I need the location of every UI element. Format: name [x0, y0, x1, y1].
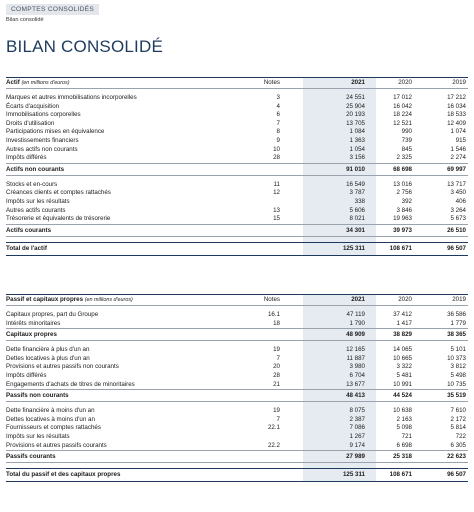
- cell-v2020: 10 638: [393, 407, 412, 415]
- cell-v2020: 392: [401, 197, 412, 205]
- cell-v2020: 990: [401, 128, 412, 136]
- cell-v2021: 338: [354, 197, 365, 205]
- cell-v2020: 2 756: [396, 189, 412, 197]
- cell-label: Trésorerie et équivalents de trésorerie: [6, 215, 111, 223]
- cell-v2019: 1 779: [450, 319, 466, 327]
- cell-v2020: 1 417: [396, 319, 412, 327]
- table-row: [6, 372, 468, 381]
- passif-heading: Passif et capitaux propres (en millions d'euros): [6, 296, 133, 303]
- table-row: [6, 416, 468, 425]
- cell-note: 22.2: [267, 441, 280, 449]
- cell-v2020: 739: [401, 136, 412, 144]
- cell-label: Autres actifs courants: [6, 206, 66, 214]
- year-2020-header: 2020: [398, 296, 412, 303]
- cell-v2020: 17 012: [393, 94, 412, 101]
- table-row: [6, 355, 468, 364]
- cell-label: Impôts sur les résultats: [6, 197, 70, 205]
- cell-note: 18: [273, 319, 280, 327]
- table-row: [6, 363, 468, 372]
- table-row: [6, 103, 468, 112]
- passif-current-total-row: Passifs courants 27 989 25 318 22 623: [6, 450, 468, 463]
- cell-v2020: 3 322: [396, 363, 412, 371]
- cell-label: Participations mises en équivalence: [6, 128, 105, 136]
- table-row: [6, 311, 468, 320]
- table-row: [6, 442, 468, 451]
- cell-v2021: 1 054: [349, 145, 365, 153]
- cell-v2019: 5 498: [450, 371, 466, 379]
- table-row: [6, 215, 468, 224]
- cell-note: 7: [276, 354, 280, 362]
- cell-label: Impôts sur les résultats: [6, 432, 70, 440]
- cell-note: 16.1: [267, 311, 280, 318]
- year-2019-header: 2019: [452, 296, 466, 303]
- passif-table: [6, 294, 468, 482]
- page-title: BILAN CONSOLIDÉ: [6, 37, 163, 56]
- cell-label: Capitaux propres, part du Groupe: [6, 311, 99, 318]
- cell-v2019: 18 533: [447, 111, 466, 119]
- cell-label: Provisions et autres passifs courants: [6, 441, 107, 449]
- cell-v2021: 1 790: [349, 319, 365, 327]
- cell-v2019: 5 814: [450, 424, 466, 432]
- actif-table: [6, 77, 468, 256]
- cell-note: 9: [276, 136, 280, 144]
- cell-v2020: 18 224: [393, 111, 412, 119]
- cell-v2020: 5 098: [396, 424, 412, 432]
- cell-label: Intérêts minoritaires: [6, 319, 61, 327]
- cell-v2021: 8 075: [349, 407, 365, 415]
- cell-label: Dettes locatives à plus d'un an: [6, 354, 90, 362]
- cell-v2019: 406: [455, 197, 466, 205]
- cell-note: 7: [276, 119, 280, 127]
- cell-v2019: 2 274: [450, 154, 466, 162]
- cell-v2021: 1 267: [349, 432, 365, 440]
- cell-v2020: 5 481: [396, 371, 412, 379]
- cell-v2021: 7 086: [349, 424, 365, 432]
- table-row: [6, 381, 468, 390]
- cell-v2019: 10 373: [447, 354, 466, 362]
- cell-label: Dette financière à moins d'un an: [6, 407, 95, 415]
- table-row: [6, 181, 468, 190]
- year-2021-header: 2021: [351, 79, 365, 86]
- cell-v2020: 16 042: [393, 102, 412, 110]
- cell-v2019: 1 546: [450, 145, 466, 153]
- cell-v2021: 2 387: [349, 415, 365, 423]
- cell-label: Impôts différés: [6, 371, 47, 379]
- actif-heading: Actif (en millions d'euros): [6, 79, 70, 86]
- year-2020-header: 2020: [398, 79, 412, 86]
- cell-label: Stocks et en-cours: [6, 180, 58, 188]
- table-row: [6, 120, 468, 129]
- cell-v2021: 1 084: [349, 128, 365, 136]
- cell-v2021: 3 787: [349, 189, 365, 197]
- cell-v2021: 24 551: [346, 94, 365, 101]
- cell-v2020: 721: [401, 432, 412, 440]
- cell-v2019: 3 264: [450, 206, 466, 214]
- cell-v2020: 845: [401, 145, 412, 153]
- cell-label: Autres actifs non courants: [6, 145, 78, 153]
- cell-label: Immobilisations corporelles: [6, 111, 81, 119]
- cell-note: 19: [273, 407, 280, 415]
- table-row: [6, 346, 468, 355]
- cell-note: 22.1: [267, 424, 280, 432]
- cell-v2019: 5 673: [450, 215, 466, 223]
- notes-header: Notes: [263, 296, 280, 303]
- table-row: [6, 407, 468, 416]
- cell-v2021: 8 021: [349, 215, 365, 223]
- cell-note: 15: [273, 215, 280, 223]
- table-row: [6, 137, 468, 146]
- table-row: [6, 424, 468, 433]
- table-row: [6, 433, 468, 442]
- cell-note: 6: [276, 111, 280, 119]
- cell-v2019: 7 610: [450, 407, 466, 415]
- passif-equity-total-row: Capitaux propres 48 909 38 829 38 365: [6, 328, 468, 341]
- cell-v2019: 722: [455, 432, 466, 440]
- cell-note: 28: [273, 154, 280, 162]
- cell-note: 3: [276, 94, 280, 101]
- cell-label: Dette financière à plus d'un an: [6, 346, 90, 354]
- cell-v2019: 3 812: [450, 363, 466, 371]
- cell-v2021: 47 119: [346, 311, 365, 318]
- passif-header-row: [6, 294, 468, 306]
- cell-note: 4: [276, 102, 280, 110]
- cell-v2019: 13 717: [447, 180, 466, 188]
- cell-v2020: 6 698: [396, 441, 412, 449]
- table-row: [6, 128, 468, 137]
- notes-header: Notes: [263, 79, 280, 86]
- cell-v2020: 12 521: [393, 119, 412, 127]
- cell-v2020: 3 846: [396, 206, 412, 214]
- cell-v2021: 20 193: [346, 111, 365, 119]
- actif-noncurrent-total-row: Actifs non courants 91 010 68 698 69 997: [6, 163, 468, 176]
- cell-note: 19: [273, 346, 280, 354]
- cell-note: 28: [273, 371, 280, 379]
- cell-v2019: 5 101: [450, 346, 466, 354]
- cell-v2020: 10 991: [393, 380, 412, 388]
- cell-v2020: 2 163: [396, 415, 412, 423]
- year-2019-header: 2019: [452, 79, 466, 86]
- cell-label: Impôts différés: [6, 154, 47, 162]
- passif-noncurrent-total-row: Passifs non courants 48 413 44 524 35 519: [6, 389, 468, 402]
- cell-note: 21: [273, 380, 280, 388]
- cell-label: Engagements d'achats de titres de minoritaires: [6, 380, 135, 388]
- cell-v2019: 12 409: [447, 119, 466, 127]
- cell-v2021: 11 887: [346, 354, 365, 362]
- cell-v2021: 25 904: [346, 102, 365, 110]
- cell-label: Investissements financiers: [6, 136, 79, 144]
- cell-v2019: 915: [455, 136, 466, 144]
- cell-v2020: 37 412: [393, 311, 412, 318]
- table-row: [6, 189, 468, 198]
- cell-v2019: 2 172: [450, 415, 466, 423]
- cell-v2019: 10 735: [447, 380, 466, 388]
- cell-v2020: 2 325: [396, 154, 412, 162]
- cell-v2021: 3 980: [349, 363, 365, 371]
- cell-v2020: 10 665: [393, 354, 412, 362]
- cell-note: 10: [273, 145, 280, 153]
- actif-grand-total-row: Total de l'actif 125 311 108 671 96 507: [6, 242, 468, 256]
- cell-label: Marques et autres immobilisations incorporelles: [6, 94, 137, 101]
- table-row: [6, 198, 468, 207]
- table-row: [6, 320, 468, 329]
- cell-note: 20: [273, 363, 280, 371]
- cell-v2020: 14 065: [393, 346, 412, 354]
- year-2021-header: 2021: [351, 296, 365, 303]
- cell-note: 13: [273, 206, 280, 214]
- table-row: [6, 111, 468, 120]
- cell-label: Créances clients et comptes rattachés: [6, 189, 111, 197]
- actif-current-total-row: Actifs courants 34 301 39 973 26 510: [6, 224, 468, 237]
- cell-v2021: 3 156: [349, 154, 365, 162]
- cell-v2021: 5 606: [349, 206, 365, 214]
- cell-v2021: 1 363: [349, 136, 365, 144]
- cell-v2020: 19 963: [393, 215, 412, 223]
- cell-v2020: 13 016: [393, 180, 412, 188]
- cell-label: Provisions et autres passifs non courants: [6, 363, 119, 371]
- cell-v2019: 17 212: [447, 94, 466, 101]
- cell-label: Droits d'utilisation: [6, 119, 55, 127]
- cell-v2021: 6 704: [349, 371, 365, 379]
- cell-v2019: 16 034: [447, 102, 466, 110]
- table-row: [6, 146, 468, 155]
- cell-v2019: 3 450: [450, 189, 466, 197]
- cell-v2019: 1 074: [450, 128, 466, 136]
- cell-note: 8: [276, 128, 280, 136]
- cell-v2019: 6 305: [450, 441, 466, 449]
- cell-v2021: 9 174: [349, 441, 365, 449]
- cell-v2021: 16 549: [346, 180, 365, 188]
- cell-v2021: 13 677: [346, 380, 365, 388]
- section-subtitle: Bilan consolidé: [6, 17, 44, 23]
- cell-label: Écarts d'acquisition: [6, 102, 60, 110]
- cell-v2021: 13 705: [346, 119, 365, 127]
- cell-v2019: 36 586: [447, 311, 466, 318]
- table-row: [6, 94, 468, 103]
- cell-v2021: 12 165: [346, 346, 365, 354]
- cell-note: 7: [276, 415, 280, 423]
- table-row: [6, 207, 468, 216]
- section-tag: COMPTES CONSOLIDÉS: [6, 4, 99, 15]
- cell-note: 12: [273, 189, 280, 197]
- cell-note: 11: [273, 180, 280, 188]
- cell-label: Fournisseurs et comptes rattachés: [6, 424, 101, 432]
- passif-grand-total-row: Total du passif et des capitaux propres 125 311 108 671 96 507: [6, 468, 468, 482]
- cell-label: Dettes locatives à moins d'un an: [6, 415, 95, 423]
- table-row: [6, 154, 468, 163]
- actif-header-row: [6, 77, 468, 89]
